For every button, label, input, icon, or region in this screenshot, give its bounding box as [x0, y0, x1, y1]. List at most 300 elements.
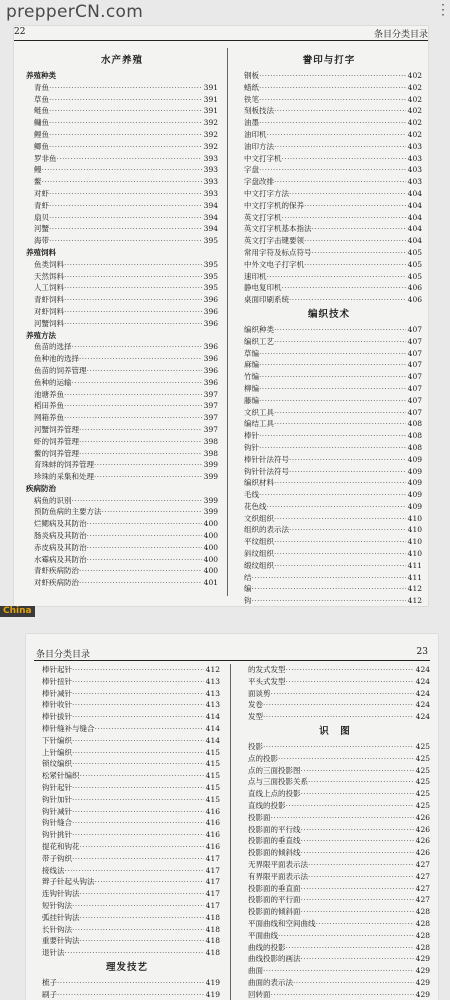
entry-title: 平面曲线 — [248, 930, 278, 940]
dot-leader — [301, 894, 414, 906]
entry-page-number: 402 — [407, 106, 422, 116]
entry-title: 对虾 — [34, 188, 49, 198]
entry-page-number: 426 — [415, 836, 430, 846]
toc-entry — [240, 664, 430, 676]
entry-page-number: 414 — [205, 712, 220, 722]
entry-title: 编织工艺 — [244, 336, 274, 346]
entry-page-number: 396 — [203, 342, 218, 352]
entry-title: 钩针 — [244, 442, 259, 452]
dot-leader — [57, 989, 204, 1000]
entry-page-number: 406 — [407, 295, 422, 305]
toc-category — [26, 247, 218, 259]
toc-entry — [240, 989, 430, 1000]
entry-page-number: 394 — [203, 200, 218, 210]
entry-title: 文织工具 — [244, 407, 274, 417]
entry-title: 短针钩法 — [42, 900, 72, 910]
dot-leader — [252, 583, 406, 595]
entry-title: 投影面的平行线 — [248, 824, 301, 834]
entry-page-number: 400 — [203, 542, 218, 552]
dot-leader — [252, 595, 406, 606]
page-number: 23 — [416, 647, 428, 657]
entry-page-number: 417 — [205, 900, 220, 910]
entry-page-number: 424 — [415, 665, 430, 674]
toc-entry — [236, 560, 422, 572]
toc-entry — [26, 565, 218, 577]
toc-entry — [26, 424, 218, 436]
entry-page-number: 405 — [407, 247, 422, 257]
dot-leader — [259, 371, 406, 383]
entry-page-number: 425 — [415, 789, 430, 799]
dot-leader — [64, 400, 202, 412]
entry-title: 文织组织 — [244, 513, 274, 523]
entry-page-number: 418 — [205, 936, 220, 946]
dot-leader — [94, 471, 202, 483]
toc-entry — [34, 853, 220, 865]
entry-title: 平面曲线和空间曲线 — [248, 918, 316, 928]
entry-page-number: 410 — [407, 525, 422, 535]
dot-leader — [304, 259, 406, 271]
toc-entry — [236, 188, 422, 200]
entry-page-number: 396 — [203, 354, 218, 364]
dot-leader — [304, 200, 406, 212]
entry-page-number: 396 — [203, 295, 218, 305]
page-22 — [14, 26, 428, 606]
toc-entry — [34, 947, 220, 959]
dot-leader — [316, 918, 414, 930]
entry-title: 速印机 — [244, 271, 267, 281]
dot-leader — [301, 788, 414, 800]
dot-leader — [259, 117, 406, 129]
dot-leader — [42, 164, 202, 176]
column-divider — [230, 664, 231, 1000]
entry-page-number: 392 — [203, 118, 218, 128]
entry-page-number: 416 — [205, 841, 220, 851]
toc-left-column — [26, 52, 218, 589]
dot-leader — [72, 758, 204, 770]
entry-page-number: 400 — [203, 566, 218, 576]
dot-leader — [274, 536, 406, 548]
entry-title: 常用字符及标点符号 — [244, 247, 312, 257]
toc-entry — [236, 595, 422, 606]
entry-page-number: 397 — [203, 389, 218, 399]
header-title: 条目分类目录 — [373, 30, 428, 40]
entry-title: 曲面 — [248, 966, 263, 976]
entry-title: 辫子针起头钩法 — [42, 877, 95, 887]
toc-entry — [26, 353, 218, 365]
dot-leader — [49, 94, 202, 106]
entry-title: 鲤鱼 — [34, 129, 49, 139]
entry-title: 疾病防治 — [26, 483, 56, 493]
dot-leader — [259, 164, 406, 176]
entry-page-number: 403 — [407, 141, 422, 151]
dot-leader — [259, 383, 406, 395]
dot-leader — [57, 977, 204, 989]
toc-entry — [236, 141, 422, 153]
entry-title: 棒针减针 — [42, 688, 72, 698]
entry-page-number: 395 — [203, 236, 218, 246]
entry-title: 钢板 — [244, 71, 259, 80]
toc-entry — [26, 530, 218, 542]
entry-page-number: 402 — [407, 82, 422, 92]
entry-title: 养殖饲料 — [26, 247, 56, 257]
entry-page-number: 411 — [407, 560, 422, 570]
toc-entry — [26, 82, 218, 94]
entry-page-number: 400 — [203, 531, 218, 541]
toc-entry — [26, 105, 218, 117]
dot-leader — [79, 577, 202, 589]
dot-leader — [278, 930, 414, 942]
dot-leader — [259, 94, 406, 106]
toc-category — [26, 70, 218, 82]
entry-title: 曲线的投影 — [248, 942, 286, 952]
entry-page-number: 407 — [407, 372, 422, 382]
toc-entry — [26, 518, 218, 530]
entry-title: 曲面的表示法 — [248, 977, 293, 987]
entry-page-number: 425 — [415, 765, 430, 775]
dot-leader — [274, 477, 406, 489]
entry-title: 油印方法 — [244, 141, 274, 151]
dot-leader — [301, 883, 414, 895]
toc-entry — [236, 223, 422, 235]
dot-leader — [64, 259, 202, 271]
dot-leader — [301, 847, 414, 859]
toc-entry — [26, 176, 218, 188]
header-rule — [14, 40, 428, 41]
dot-leader — [301, 953, 414, 965]
entry-page-number: 415 — [205, 782, 220, 792]
section-heading: 水产养殖 — [100, 55, 143, 66]
entry-page-number: 402 — [407, 71, 422, 80]
toc-entry — [236, 247, 422, 259]
entry-page-number: 397 — [203, 413, 218, 423]
dot-leader — [278, 753, 414, 765]
dot-leader — [259, 70, 406, 82]
dot-leader — [289, 454, 406, 466]
entry-page-number: 417 — [205, 865, 220, 875]
section-heading: 编织技术 — [307, 308, 350, 320]
header-rule — [34, 660, 430, 661]
toc-entry — [26, 271, 218, 283]
entry-page-number: 428 — [415, 942, 430, 952]
toc-entry — [26, 94, 218, 106]
toc-entry — [236, 442, 422, 454]
toc-entry — [26, 141, 218, 153]
entry-page-number: 398 — [203, 448, 218, 458]
toc-entry — [240, 741, 430, 753]
entry-page-number: 410 — [407, 513, 422, 523]
toc-entry — [236, 454, 422, 466]
dot-leader — [87, 365, 202, 377]
entry-page-number: 391 — [203, 94, 218, 104]
entry-page-number: 413 — [205, 676, 220, 686]
dot-leader — [274, 513, 406, 525]
dot-leader — [95, 876, 204, 888]
dot-leader — [301, 906, 414, 918]
toc-entry — [236, 176, 422, 188]
entry-page-number: 419 — [205, 989, 220, 999]
toc-entry — [240, 847, 430, 859]
entry-title: 水霉病及其防治 — [34, 554, 87, 564]
entry-title: 油印机 — [244, 129, 267, 139]
entry-title: 草鱼 — [34, 94, 49, 104]
dot-leader — [289, 466, 406, 478]
entry-page-number: 407 — [407, 360, 422, 370]
entry-title: 棒针扭针 — [42, 676, 72, 686]
toc-entry — [236, 395, 422, 407]
entry-page-number: 428 — [415, 918, 430, 928]
entry-page-number: 416 — [205, 818, 220, 828]
dot-leader — [72, 924, 204, 936]
dot-leader — [308, 859, 414, 871]
entry-title: 曲线投影的画法 — [248, 954, 301, 964]
entry-title: 蜡纸 — [244, 82, 259, 92]
dot-leader — [259, 442, 406, 454]
entry-title: 肠炎病及其防治 — [34, 531, 87, 541]
toc-entry — [236, 294, 422, 306]
toc-entry — [236, 212, 422, 224]
entry-title: 中文打字方法 — [244, 188, 289, 198]
entry-title: 钩 — [244, 596, 252, 606]
entry-page-number: 398 — [203, 436, 218, 446]
dot-leader — [263, 699, 414, 711]
dot-leader — [49, 82, 202, 94]
entry-title: 鱼种池的选择 — [34, 354, 79, 364]
dot-leader — [72, 735, 204, 747]
dot-leader — [286, 800, 414, 812]
entry-title: 投影面的垂直线 — [248, 836, 301, 846]
toc-entry — [236, 153, 422, 165]
entry-title: 静电复印机 — [244, 283, 282, 293]
entry-page-number: 427 — [415, 895, 430, 905]
entry-page-number: 407 — [407, 336, 422, 346]
entry-page-number: 403 — [407, 153, 422, 163]
entry-page-number: 391 — [203, 106, 218, 116]
toc-entry — [26, 436, 218, 448]
entry-page-number: 402 — [407, 118, 422, 128]
dot-leader — [259, 82, 406, 94]
entry-page-number: 393 — [203, 177, 218, 187]
toc-entry — [240, 676, 430, 688]
entry-page-number: 426 — [415, 824, 430, 834]
toc-entry — [34, 977, 220, 989]
entry-title: 青虾 — [34, 200, 49, 210]
toc-entry — [34, 876, 220, 888]
entry-page-number: 418 — [205, 948, 220, 958]
entry-title: 藤编 — [244, 395, 259, 405]
entry-title: 钩针加针 — [42, 794, 72, 804]
entry-page-number: 407 — [407, 395, 422, 405]
entry-title: 鱼苗的饲养管理 — [34, 365, 87, 375]
entry-title: 重要针钩法 — [42, 936, 80, 946]
dot-leader — [267, 271, 406, 283]
dot-leader — [274, 560, 406, 572]
dot-leader — [301, 835, 414, 847]
toc-entry — [26, 164, 218, 176]
entry-title: 字盘改排 — [244, 177, 274, 187]
entry-title: 投影面的平行面 — [248, 895, 301, 905]
entry-page-number: 414 — [205, 735, 220, 745]
entry-title: 赤皮病及其防治 — [34, 542, 87, 552]
dot-leader — [64, 412, 202, 424]
toc-entry — [236, 477, 422, 489]
entry-title: 梳子 — [42, 977, 57, 987]
entry-title: 英文打字击键要领 — [244, 236, 304, 246]
dot-leader — [282, 153, 406, 165]
entry-page-number: 396 — [203, 377, 218, 387]
toc-category — [26, 330, 218, 342]
toc-entry — [236, 583, 422, 595]
entry-page-number: 394 — [203, 224, 218, 234]
entry-page-number: 402 — [407, 129, 422, 139]
entry-page-number: 425 — [415, 741, 430, 751]
page-number: 22 — [14, 27, 26, 37]
entry-page-number: 409 — [407, 501, 422, 511]
dot-leader — [271, 989, 414, 1000]
dot-leader — [274, 407, 406, 419]
toc-entry — [34, 758, 220, 770]
entry-title: 直线上点的投影 — [248, 789, 301, 799]
toc-entry — [26, 294, 218, 306]
entry-page-number: 405 — [407, 271, 422, 281]
entry-page-number: 415 — [205, 794, 220, 804]
toc-entry — [26, 577, 218, 589]
entry-title: 对虾饲料 — [34, 306, 64, 316]
dot-leader — [79, 436, 202, 448]
entry-title: 鳖 — [34, 177, 42, 187]
entry-title: 有界限平面表示法 — [248, 871, 308, 881]
dot-leader — [80, 935, 204, 947]
toc-entry — [236, 524, 422, 536]
dot-leader — [80, 770, 204, 782]
entry-title: 人工饲料 — [34, 283, 64, 293]
dot-leader — [259, 430, 406, 442]
entry-page-number: 416 — [205, 830, 220, 840]
toc-entry — [26, 506, 218, 518]
entry-title: 回转面 — [248, 989, 271, 999]
toc-entry — [34, 865, 220, 877]
dot-leader — [72, 495, 202, 507]
dot-leader — [64, 306, 202, 318]
entry-page-number: 427 — [415, 871, 430, 881]
entry-page-number: 407 — [407, 348, 422, 358]
page-header — [14, 26, 428, 40]
entry-page-number: 399 — [203, 460, 218, 470]
entry-title: 投影 — [248, 741, 263, 751]
toc-right-column — [240, 664, 430, 1000]
toc-entry — [240, 930, 430, 942]
entry-page-number: 399 — [203, 507, 218, 517]
toc-entry — [26, 223, 218, 235]
entry-page-number: 393 — [203, 188, 218, 198]
entry-page-number: 404 — [407, 200, 422, 210]
toc-entry — [26, 117, 218, 129]
entry-page-number: 427 — [415, 883, 430, 893]
dot-leader — [72, 664, 204, 676]
entry-page-number: 394 — [203, 212, 218, 222]
entry-page-number: 425 — [415, 753, 430, 763]
toc-entry — [240, 788, 430, 800]
toc-entry — [34, 935, 220, 947]
toc-entry — [26, 377, 218, 389]
toc-entry — [240, 883, 430, 895]
entry-title: 弧挂针钩法 — [42, 912, 80, 922]
dot-leader — [72, 782, 204, 794]
entry-title: 病鱼的识别 — [34, 495, 72, 505]
entry-title: 钩针减针 — [42, 806, 72, 816]
entry-page-number: 418 — [205, 924, 220, 934]
dot-leader — [64, 294, 202, 306]
entry-title: 养殖种类 — [26, 71, 56, 80]
section-heading: 理发技艺 — [105, 961, 148, 973]
entry-title: 长针钩法 — [42, 924, 72, 934]
toc-entry — [240, 711, 430, 723]
toc-entry — [34, 735, 220, 747]
entry-page-number: 425 — [415, 777, 430, 787]
entry-title: 池塘养鱼 — [34, 389, 64, 399]
entry-page-number: 410 — [407, 537, 422, 547]
toc-entry — [26, 318, 218, 330]
entry-title: 英文打字机 — [244, 212, 282, 222]
entry-title: 麻编 — [244, 360, 259, 370]
entry-page-number: 396 — [203, 306, 218, 316]
toc-entry — [240, 835, 430, 847]
entry-title: 钩针缝合 — [42, 818, 72, 828]
entry-page-number: 426 — [415, 812, 430, 822]
entry-page-number: 409 — [407, 490, 422, 500]
section-heading: 识 图 — [319, 725, 351, 737]
dot-leader — [259, 359, 406, 371]
entry-title: 无界限平面表示法 — [248, 859, 308, 869]
toc-entry — [34, 989, 220, 1000]
toc-entry — [236, 164, 422, 176]
toc-entry — [34, 699, 220, 711]
dot-leader — [79, 424, 202, 436]
toc-entry — [34, 770, 220, 782]
entry-page-number: 419 — [205, 977, 220, 987]
entry-page-number: 400 — [203, 554, 218, 564]
entry-page-number: 404 — [407, 236, 422, 246]
toc-entry — [236, 117, 422, 129]
toc-entry — [236, 82, 422, 94]
toc-entry — [26, 212, 218, 224]
entry-page-number: 428 — [415, 930, 430, 940]
entry-title: 点的投影 — [248, 753, 278, 763]
entry-title: 棒针收针 — [42, 700, 72, 710]
entry-title: 鳖的饲养管理 — [34, 448, 79, 458]
toc-entry — [236, 271, 422, 283]
toc-entry — [34, 817, 220, 829]
toc-entry — [240, 776, 430, 788]
toc-entry — [26, 412, 218, 424]
entry-title: 投影面的垂直面 — [248, 883, 301, 893]
toc-entry — [26, 495, 218, 507]
entry-page-number: 425 — [415, 800, 430, 810]
toc-entry — [240, 894, 430, 906]
toc-entry — [236, 359, 422, 371]
toc-entry — [26, 259, 218, 271]
dot-leader — [286, 676, 414, 688]
entry-title: 投影面的倾斜线 — [248, 848, 301, 858]
toc-entry — [236, 324, 422, 336]
dot-leader — [80, 912, 204, 924]
entry-title: 英文打字机基本指法 — [244, 224, 312, 234]
dot-leader — [49, 188, 202, 200]
entry-title: 发型 — [248, 712, 263, 722]
entry-title: 青鱼 — [34, 82, 49, 92]
toc-category — [26, 483, 218, 495]
dot-leader — [64, 271, 202, 283]
menu-icon[interactable]: ⋮ — [436, 2, 450, 18]
